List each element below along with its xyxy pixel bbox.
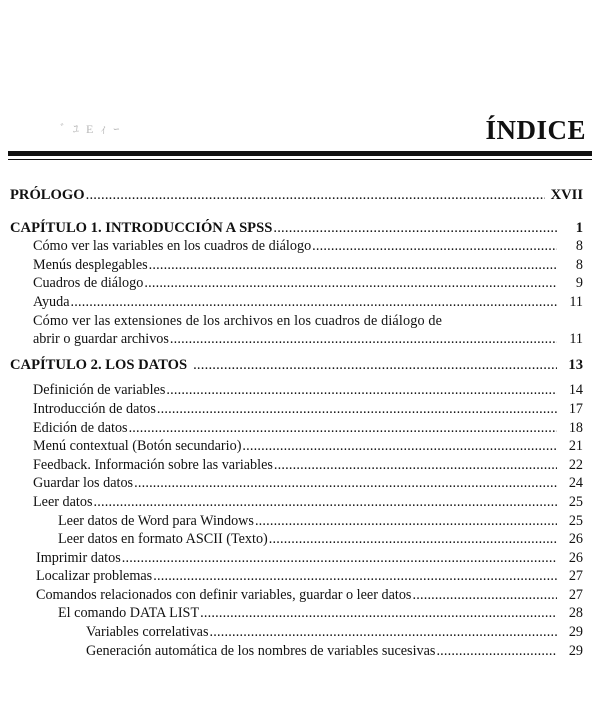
dot-leader (86, 186, 545, 205)
dot-leader (436, 642, 557, 661)
toc-subentry (10, 604, 583, 623)
toc-entry-title: PRÓLOGO (10, 187, 85, 203)
dot-leader (210, 623, 557, 642)
toc-entry-title: CAPÍTULO 1. INTRODUCCIÓN A SPSS (10, 219, 273, 236)
toc-subsubentry (10, 642, 583, 661)
dot-leader (129, 419, 557, 438)
toc-entry-title: Localizar problemas (36, 568, 153, 585)
dot-leader (166, 381, 557, 400)
table-of-contents (10, 186, 583, 660)
toc-entry-title: Imprimir datos (36, 549, 121, 566)
toc-subentry (10, 512, 583, 531)
toc-entry-title: Comandos relacionados con definir variables, guardar o leer datos (36, 586, 412, 603)
dot-leader (157, 400, 557, 419)
dot-leader (134, 474, 557, 493)
dot-leader (144, 274, 557, 293)
dot-leader (193, 356, 557, 375)
title-rule-thin (8, 159, 592, 160)
dot-leader (273, 219, 557, 238)
toc-entry-page: 8 (575, 238, 583, 255)
toc-entry (10, 293, 583, 312)
toc-entry-wrap-line: Cómo ver las extensiones de los archivos en los cuadros de diálogo de (33, 312, 443, 329)
toc-entry-page: 25 (568, 512, 583, 529)
toc-entry-title: Cómo ver las variables en los cuadros de diálogo (33, 238, 312, 255)
toc-entry-page: XVII (550, 187, 583, 203)
dot-leader (274, 456, 557, 475)
toc-chapter-1 (10, 219, 583, 238)
toc-entry-prologo (10, 186, 583, 205)
toc-entry-page: 28 (568, 605, 583, 622)
dot-leader (122, 549, 557, 568)
toc-entry (10, 256, 583, 275)
dot-leader (153, 567, 557, 586)
toc-entry (10, 567, 583, 586)
toc-entry-page: 29 (568, 642, 583, 659)
page-title: ÍNDICE (485, 115, 586, 145)
scan-mark: ﾞ ﾕ E ｨ ｰ (60, 122, 122, 136)
toc-entry-page: 18 (568, 419, 583, 436)
toc-entry (10, 330, 583, 349)
toc-chapter-2 (10, 356, 583, 375)
toc-entry-title: Ayuda (33, 293, 70, 310)
toc-subentry (10, 530, 583, 549)
title-rule-thick (8, 151, 592, 156)
dot-leader (269, 530, 557, 549)
toc-entry-page: 25 (568, 493, 583, 510)
toc-entry-page: 13 (568, 356, 583, 373)
toc-entry (10, 549, 583, 568)
dot-leader (71, 293, 557, 312)
toc-entry-title: Generación automática de los nombres de variables sucesivas (86, 642, 436, 659)
toc-entry-page: 8 (575, 256, 583, 273)
toc-entry-page: 27 (568, 568, 583, 585)
toc-entry-page: 14 (568, 382, 583, 399)
toc-entry-title: Leer datos (33, 493, 93, 510)
dot-leader (242, 437, 557, 456)
toc-entry-page: 26 (568, 549, 583, 566)
toc-entry-title: Cuadros de diálogo (33, 275, 144, 292)
toc-entry (10, 381, 583, 400)
dot-leader (149, 256, 557, 275)
toc-entry (10, 437, 583, 456)
toc-entry-page: 29 (568, 624, 583, 641)
dot-leader (200, 604, 557, 623)
dot-leader (170, 330, 557, 349)
toc-entry (10, 419, 583, 438)
toc-entry-title: Leer datos de Word para Windows (58, 512, 254, 529)
toc-entry (10, 400, 583, 419)
toc-entry (10, 474, 583, 493)
toc-entry-title: Definición de variables (33, 382, 166, 399)
toc-entry-title: Menú contextual (Botón secundario) (33, 438, 242, 455)
toc-entry-title: Edición de datos (33, 419, 128, 436)
toc-entry-title: Guardar los datos (33, 475, 134, 492)
toc-entry-title: abrir o guardar archivos (33, 331, 169, 348)
dot-leader (255, 512, 557, 531)
dot-leader (412, 586, 557, 605)
toc-entry-page: 9 (575, 275, 583, 292)
dot-leader (312, 237, 557, 256)
toc-entry (10, 237, 583, 256)
toc-entry (10, 274, 583, 293)
toc-entry-page: 22 (568, 456, 583, 473)
toc-entry-page: 27 (568, 586, 583, 603)
toc-entry-title: CAPÍTULO 2. LOS DATOS (10, 356, 188, 373)
toc-entry-page: 26 (568, 531, 583, 548)
toc-entry-page: 11 (569, 331, 583, 348)
toc-entry-title: Feedback. Información sobre las variables (33, 456, 273, 473)
toc-entry (10, 586, 583, 605)
toc-entry-title: Introducción de datos (33, 400, 156, 417)
toc-entry (10, 493, 583, 512)
toc-entry-page: 24 (568, 475, 583, 492)
toc-entry-page: 1 (575, 219, 583, 236)
toc-subsubentry (10, 623, 583, 642)
toc-entry-title: Leer datos en formato ASCII (Texto) (58, 531, 268, 548)
toc-entry-title: Variables correlativas (86, 624, 209, 641)
toc-entry-title: Menús desplegables (33, 256, 148, 273)
dot-leader (93, 493, 557, 512)
toc-entry-page: 17 (568, 400, 583, 417)
toc-entry-page: 11 (569, 293, 583, 310)
toc-entry-title: El comando DATA LIST (58, 605, 200, 622)
toc-entry-page: 21 (568, 438, 583, 455)
toc-entry (10, 456, 583, 475)
